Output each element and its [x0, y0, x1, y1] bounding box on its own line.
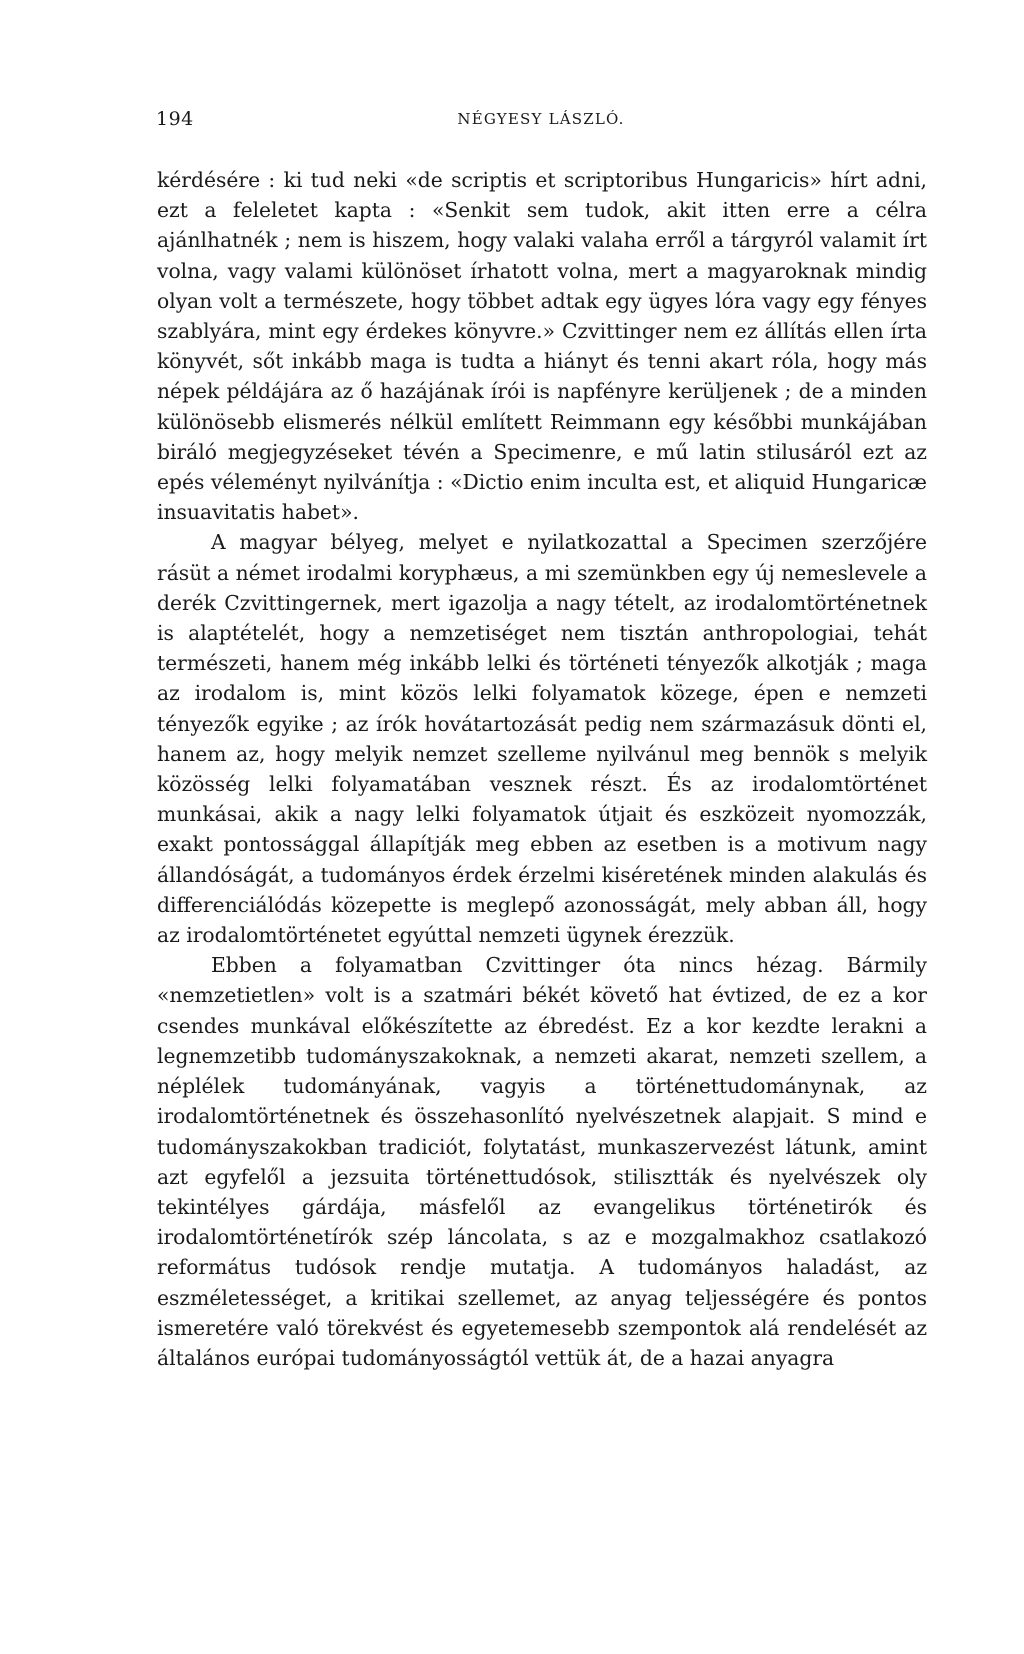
body-text	[157, 165, 927, 1373]
paragraph-3: Ebben a folyamatban Czvittinger óta nincs hézag. Bármily «nemzetietlen» volt is a szatmári békét követő hat évtized, de ez a kor csendes munkával előkészítette az ébredést. Ez a kor kezdte lerakni a legnemzetibb tudományszakoknak, a nemzeti akarat, nemzeti szellem, a néplélek tudományának, vagyis a történettudománynak, az irodalomtörténetnek és összehasonlító nyelvészetnek alapjait. S mind e tudományszakokban tradiciót, folytatást, munkaszervezést látunk, amint azt egyfelől a jezsuita történettudósok, stilisztták és nyelvészek oly tekintélyes gárdája, másfelől az evangelikus történetirók és irodalomtörténetírók szép láncolata, s az e mozgalmakhoz csatlakozó református tudósok rendje mutatja. A tudományos haladást, az eszméletességet, a kritikai szellemet, az anyag teljességére és pontos ismeretére való törekvést és egyetemesebb szempontok alá rendelését az általános európai tudományosságtól vettük át, de a hazai anyagra	[157, 953, 927, 1370]
page-header	[156, 108, 926, 138]
paragraph-2: A magyar bélyeg, melyet e nyilatkozattal a Specimen szerzőjére rásüt a német irodalmi koryphæus, a mi szemünkben egy új nemeslevele a derék Czvittingernek, mert igazolja a nagy tételt, az irodalomtörténetnek is alaptételét, hogy a nemzetiséget nem tisztán anthropologiai, tehát természeti, hanem még inkább lelki és történeti tényezők alkotják ; maga az irodalom is, mint közös lelki folyamatok közege, épen e nemzeti tényezők egyike ; az írók hovátartozását pedig nem származásuk dönti el, hanem az, hogy melyik nemzet szelleme nyilvánul meg bennök s melyik közösség lelki folyamatában vesznek részt. És az irodalomtörténet munkásai, akik a nagy lelki folyamatok útjait és eszközeit nyomozzák, exakt pontossággal állapítják meg ebben az esetben is a motivum nagy állandóságát, a tudományos érdek érzelmi kiséretének minden alakulás és differenciálódás közepette is meglepő azonosságát, mely abban áll, hogy az irodalomtörténetet egyúttal nemzeti ügynek érezzük.	[157, 530, 927, 948]
paragraph-1: kérdésére : ki tud neki «de scriptis et scriptoribus Hungaricis» hírt adni, ezt a feleletet kapta : «Senkit sem tudok, akit itten erre a célra ajánlhatnék ; nem is hiszem, hogy valaki valaha erről a tárgyról valamit írt volna, vagy valami különöset írhatott volna, mert a magyaroknak mindig olyan volt a természete, hogy többet adtak egy ügyes lóra vagy egy fényes szablyára, mint egy érdekes könyvre.» Czvittinger nem ez állítás ellen írta könyvét, sőt inkább maga is tudta a hiányt és tenni akart róla, hogy más népek példájára az ő hazájának írói is napfényre kerüljenek ; de a minden különösebb elismerés nélkül említett Reimmann egy későbbi munkájában biráló megjegyzéseket tévén a Specimenre, e mű latin stilusáról ezt az epés véleményt nyilvánítja : «Dictio enim inculta est, et aliquid Hungaricæ insuavitatis habet».	[157, 168, 927, 525]
page-number: 194	[156, 108, 194, 130]
running-title: NÉGYESY LÁSZLÓ.	[457, 110, 625, 128]
